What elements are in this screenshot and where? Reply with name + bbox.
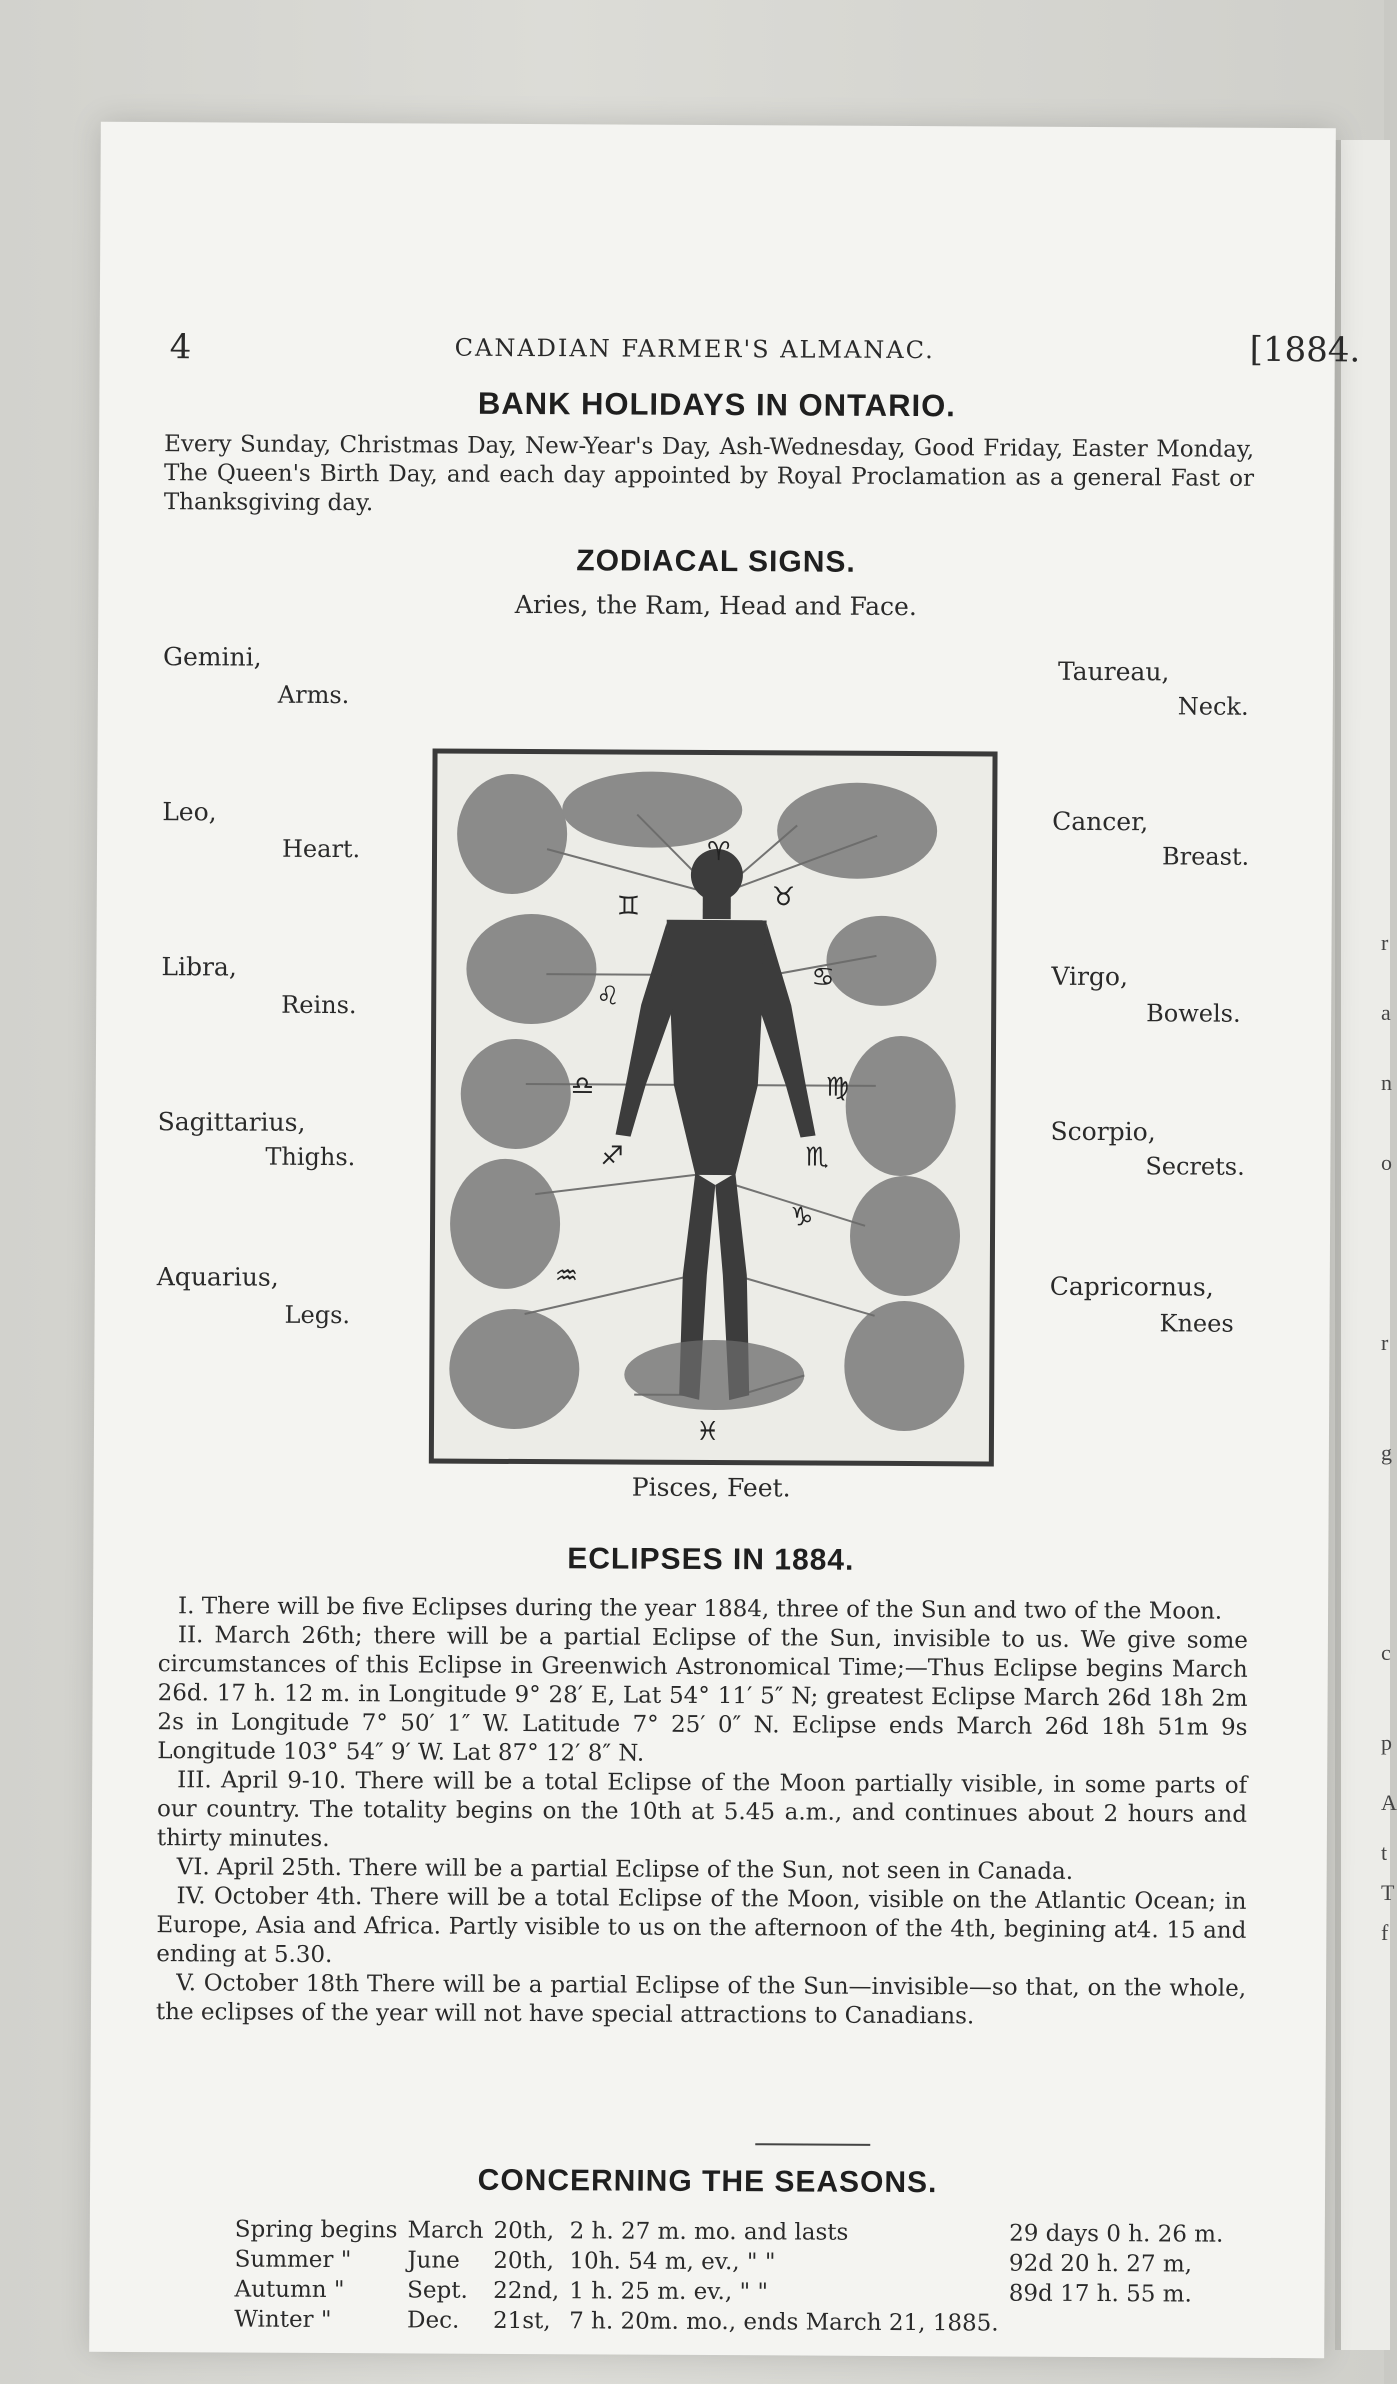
zodiac-left-part: Heart. [281, 834, 361, 864]
virgo-glyph-icon: ♍ [825, 1072, 850, 1103]
eclipse-paragraph: I. There will be five Eclipses during the year 1884, three of the Sun and two of the Moon. [178, 1593, 1223, 1625]
margin-letter: n [1381, 1070, 1392, 1095]
zodiac-right-sign: Scorpio, [1050, 1116, 1156, 1147]
eclipse-paragraph: II. March 26th; there will be a partial Eclipse of the Sun, invisible to us. We give some circumstances of this Eclipse in Greenwich Astronomical Time;—Thus Eclipse begins March 26d. 17 h. 12 m. in Longitude 9° 28′ E, Lat 54° 11′ 5″ N; greatest Eclipse March 26d 18h 2m 2s in Longitude 7° 50′ 1″ W. Latitude 7° 25′ 0″ N. Eclipse ends March 26d 18h 51m 9s Longitude 103° 54″ 9′ W. Lat 87° 12′ 8″ N. [157, 1622, 1248, 1767]
leo-glyph-icon: ♌ [596, 981, 620, 1012]
seasons-table-wrap [234, 2215, 1233, 2340]
margin-letter: p [1381, 1730, 1392, 1755]
zodiac-right-part: Neck. [1177, 692, 1249, 721]
margin-letter: T [1381, 1880, 1395, 1905]
header-year: [1884. [1249, 329, 1361, 371]
pisces-glyph-icon: ♓ [695, 1416, 720, 1448]
table-cell: Spring begins [234, 2216, 398, 2244]
aries-glyph-icon: ♈ [706, 836, 731, 868]
table-cell: June [407, 2247, 460, 2274]
margin-letter: r [1381, 930, 1389, 955]
table-row [234, 2305, 1233, 2340]
zodiac-left-part: Reins. [281, 990, 357, 1020]
zodiac-left-sign: Gemini, [162, 642, 262, 672]
table-cell: Summer " [234, 2246, 352, 2274]
seasons-table [234, 2215, 1233, 2340]
zodiac-left-part: Thighs. [265, 1142, 356, 1172]
eclipse-paragraph: III. April 9-10. There will be a total Eclipse of the Moon partially visible, in some parts of our country. The totality begins on the 10th at 5.45 a.m., and continues about 2 hours and thirty minutes. [156, 1767, 1248, 1853]
margin-letter: t [1381, 1840, 1388, 1865]
table-cell: 7 h. 20m. mo., ends March 21, 1885. [569, 2308, 999, 2337]
zodiac-right-part: Bowels. [1146, 999, 1241, 1028]
section-divider [755, 2143, 870, 2146]
bank-holidays-text: Every Sunday, Christmas Day, New-Year's Day, Ash-Wednesday, Good Friday, Easter Monday, The Queen's Birth Day, and each day appointed by Royal Proclamation as a general Fast or Thanksgiving day. [163, 431, 1255, 517]
eclipses-body [156, 1592, 1248, 2033]
margin-letter: g [1381, 1440, 1392, 1465]
margin-letter: a [1381, 1000, 1391, 1025]
zodiac-heading: ZODIACAL SIGNS. [576, 544, 856, 579]
table-cell: 10h. 54 m, ev., " " [569, 2248, 776, 2276]
table-cell: Sept. [407, 2277, 468, 2304]
table-cell: 20th, [493, 2247, 555, 2275]
zodiac-left-sign: Sagittarius, [157, 1107, 306, 1137]
zodiac-left-part: Legs. [284, 1300, 351, 1330]
zodiac-right-part: Breast. [1161, 842, 1250, 871]
margin-letter: r [1381, 1330, 1389, 1355]
table-cell: 92d 20 h. 27 m, [1008, 2250, 1193, 2278]
taurus-glyph-icon: ♉ [771, 882, 796, 913]
zodiac-man-drawing [434, 754, 993, 1462]
table-cell [1009, 2309, 1233, 2340]
table-cell: 2 h. 27 m. mo. and lasts [569, 2218, 849, 2246]
zodiac-man-illustration [429, 749, 998, 1467]
table-cell: Autumn " [234, 2276, 345, 2304]
margin-letter: f [1381, 1920, 1389, 1945]
adjacent-page-edge [1335, 140, 1397, 2350]
zodiac-left-sign: Leo, [162, 797, 217, 827]
seasons-heading: CONCERNING THE SEASONS. [477, 2163, 938, 2200]
eclipse-paragraph: VI. April 25th. There will be a partial Eclipse of the Sun, not seen in Canada. [176, 1854, 1074, 1885]
scorpio-glyph-icon: ♏ [805, 1142, 829, 1173]
capricorn-glyph-icon: ♑ [790, 1202, 814, 1233]
table-cell: 29 days 0 h. 26 m. [1009, 2220, 1224, 2248]
table-cell: March [407, 2217, 484, 2244]
margin-letter: o [1381, 1150, 1392, 1175]
zodiac-caption: Pisces, Feet. [631, 1472, 791, 1503]
bank-holidays-heading: BANK HOLIDAYS IN ONTARIO. [477, 385, 956, 424]
zodiac-right-sign: Capricornus, [1049, 1271, 1214, 1302]
table-cell: 20th, [493, 2217, 555, 2245]
zodiac-left-sign: Libra, [161, 952, 237, 982]
aquarius-glyph-icon: ♒ [554, 1261, 579, 1292]
eclipses-heading: ECLIPSES IN 1884. [567, 1542, 855, 1577]
sagittarius-glyph-icon: ♐ [600, 1141, 624, 1172]
zodiac-right-sign: Cancer, [1052, 806, 1149, 837]
zodiac-right-part: Knees [1159, 1309, 1234, 1338]
page-number: 4 [169, 327, 192, 368]
zodiac-right-part: Secrets. [1145, 1152, 1245, 1181]
table-cell: 1 h. 25 m. ev., " " [569, 2278, 769, 2306]
zodiac-right-sign: Virgo, [1051, 961, 1129, 992]
zodiac-left-sign: Aquarius, [156, 1262, 279, 1292]
table-cell: 22nd, [493, 2277, 560, 2305]
almanac-page [89, 122, 1361, 2358]
eclipse-paragraph: IV. October 4th. There will be a total Eclipse of the Moon, visible on the Atlantic Ocean; in Europe, Asia and Africa. Partly visible to us on the afternoon of the 4th, begining at4. 15 and ending at 5.30. [156, 1883, 1247, 1969]
zodiac-left-part: Arms. [277, 680, 350, 710]
cancer-glyph-icon: ♋ [811, 962, 835, 993]
table-cell: Dec. [406, 2307, 460, 2334]
libra-glyph-icon: ♎ [570, 1071, 595, 1102]
zodiac-subheading: Aries, the Ram, Head and Face. [514, 589, 917, 622]
margin-letter: A [1381, 1790, 1397, 1815]
eclipse-paragraph: V. October 18th There will be a partial Eclipse of the Sun—invisible—so that, on the whole, the eclipses of the year will not have special attractions to Canadians. [155, 1970, 1247, 2030]
table-cell: 89d 17 h. 55 m. [1008, 2280, 1192, 2308]
table-cell: Winter " [234, 2306, 332, 2334]
margin-letter: c [1381, 1640, 1391, 1665]
zodiac-right-sign: Taureau, [1057, 656, 1170, 687]
gemini-glyph-icon: ♊ [616, 891, 641, 922]
table-cell: 21st, [492, 2307, 551, 2335]
running-title: CANADIAN FARMER'S ALMANAC. [454, 333, 935, 365]
